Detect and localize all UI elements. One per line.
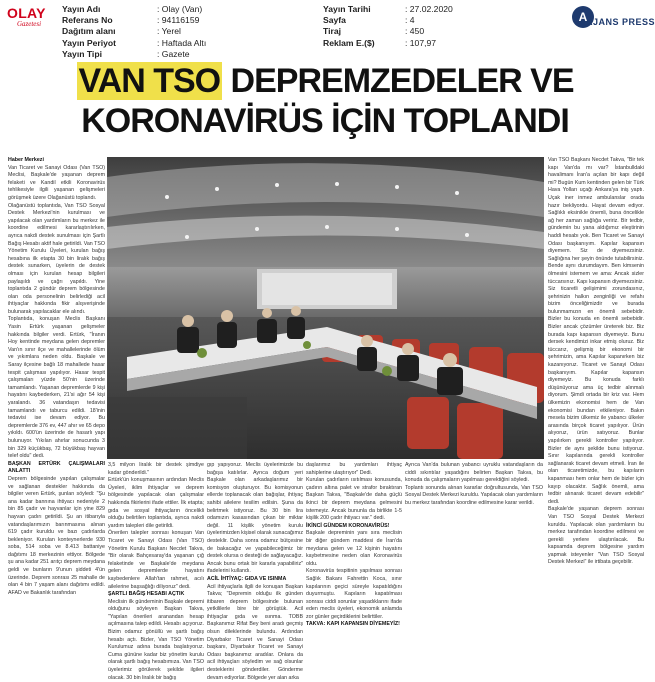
article-paragraph: Van Ticaret ve Sanayi Odası (Van TSO) Meclisi, Başkale'de yaşanan deprem felaketi ve Kandil etkili Koronavirüs tehlikesiyle ilgili yaşanan gelişmeleri görüşmek üzere Olağanüstü toplandı. <box>8 165 105 203</box>
ajans-name: AJANS PRESS <box>586 17 655 27</box>
meta-label: Dağıtım alanı <box>62 26 157 37</box>
article-subheading: BAŞKAN ERTÜRK ÇALIŞMALARI ANLATTI <box>8 461 105 476</box>
headline-line-1 <box>0 63 650 99</box>
article-paragraph: Kurulan çadırların ısıtılması konusunda, çadırın altına palet ve strafor bıraktıran Başkan Takva, "Başkale'de daha güçlü ikinci bir deprem meydana gelmesini istemeyiz. Ancak bununla da birlikte 1-5 kişilik 200 çadır ihtiyacı var." dedi. <box>306 477 402 523</box>
meta-value: : Olay (Van) <box>157 4 202 15</box>
meta-label: Yayın Tarihi <box>323 4 405 15</box>
article-paragraph: Olağanüstü toplantıda, Van TSO Sosyal Destek Merkezi'nin kurulması ve yapılacak olan yardımların bu merkez ile koordine edilmesi kararlaştırılırken, ayrıca nakdi destek sunulması için Şartlı Bağış Hesabı aktif hale getirildi. Van TSO Yönetim Kurulu Üyeleri, kurulan bağış hesabına ilk etapta 30 bin liralık bağış destek sunarken, üyelerin de destek olması için kurulan hesap bilgileri paylaşıldı ve çağrı yapıldı. Yine toplantıda 2 gündür deprem bölgesinde olan oda personelinin belirlediği acil ihtiyaçlar hakkında fikir alışverişinde bulunarak yapılacaklar ele alındı. <box>8 203 105 317</box>
olay-logo <box>7 6 51 28</box>
headline-accent: VAN TSO <box>77 62 223 100</box>
article-paragraph: Toplantıda, konuşan Meclis Başkanı Yasin Ertürk yaşanan gelişmeler hakkında bilgiler verdi. Ertürk, "İranın Hoy kentinde meydana gelen depremler Van'ın sınır ilçe ve mahallelerinde ölüm ve yıkımlara neden oldu. Başkale ve Saray ilçesine bağlı 18 mahallede hasar tespit çalışması yapılıyor. Hasar tespit çalışmaları yüzde 50'nin üzerinde tamamlandı. Yaşanan depremlerde 9 kişi hayatını kaybederken, 21'si ağır 54 kişi yaralandı. 36 vatandaşın tedavisi tamamlandı ve taburcu edildi. 18'inin tedavisi ise devam ediyor. Bu depremlerde 376 ev, 447 ahır ve 65 depo yıkıldı. 600'ün üzerinde de hasarlı yapı bulunuyor. Yıkılan ahırlar sonucunda 3 bin 329 küçükbaş, 72 büyükbaş hayvan telef oldu" dedi. <box>8 316 105 460</box>
ajans-mark-icon: A <box>572 6 594 28</box>
meta-value: : 94116159 <box>157 15 199 26</box>
meta-row <box>323 26 453 37</box>
meta-value: : 450 <box>405 26 424 37</box>
meta-row <box>62 4 206 15</box>
article-paragraph: Acil ihtiyaçlarla ilgili de konuşan Başkan Takva; "Depremin olduğu ilk günden itibaren deprem bölgesinde bulunan yetkililerle bire bir görüştük. Acil ihtiyaçlar gıda ve ısınma. TOBB Başkanımız Rifat Bey beni aradı geçmiş olsun dileklerinde bulundu. Ardından Diyarbakır Ticaret ve Sanayi Odası başkanı, Diyarbakır Ticaret ve Sanayi Odası başkanımız aradılar. Onlara da acil ihtiyaçları söyledim ve sağ olsunlar desteklerini gönderdiler. Gönderme devam ediyorlar. Bölgede yer alan arka <box>207 584 303 682</box>
meta-label: Yayın Periyot <box>62 38 157 49</box>
article-paragraph: Ertürk'ün konuşmasının ardından Meclis Üyeleri, iklim ihtiyaçlar ve deprem bölgesinde yapılacak olan çalışmalar hakkında fikirlerini ifade ettiler. İlk etapta; gıda ve sosyal ihtiyaçların öncelikli olduğu belirtilen toplantıda, ayrıca nakdi yardım talepleri dile getirildi. <box>108 477 204 530</box>
logo-sub-text: Gazetesi <box>7 20 51 28</box>
article-subheading: ŞARTLI BAĞIŞ HESABI AÇTIK <box>108 591 204 599</box>
article-paragraph: Önerilen talepler sonrası konuşan Van Ticaret ve Sanayi Odası (Van TSO) Yönetim Kurulu Başkanı Necdet Takva, "Bir olarak Bahçesaray'da yaşanan çığ felaketinde ve Başkale'de meydana gelen depremlerde hayatını kaybedenlere Allah'tan rahmet, acılı ailelerine başsağlığı diliyoruz" dedi. <box>108 530 204 591</box>
meta-label: Yayın Adı <box>62 4 157 15</box>
article-paragraph: Deprem bölgesinde yapılan çalışmalar ve sağlanan destekler hakkında da bilgiler veren Ertürk, şunları söyledi: "Şu ana kadar bannına ihtiyacı nedeniyle 2 bin 85 çadır ve hayvanlar için yine 829 hayvan çadırı getirildi. Şu an itibarıyla vatandaşlarımızın barınmasına alınan 619 çadır kuruldu ve bazı çadırlarda bekleniyor. Kurulan konteynerlerde 930 soba, 514 soba ve 8.413 battaniye dağıtımı 18 merkezinin ettiyor. Bölgede şu ana kadar 251 arıtçı deprem meydana geldi ve bunların 9'unun şiddeti 4'ün üzerinde. Deprem sonrası 25 mahalle de olan 4 bin 7 yaşam alanı dağıtımı edildi. AFAD ve Bakanlık tarafından <box>8 476 105 598</box>
clipping-header <box>0 0 650 62</box>
meta-value: : Gazete <box>157 49 189 60</box>
meta-value: : 4 <box>405 15 415 26</box>
article-paragraph: Toplantı sonunda alınan kararlar doğrultusunda, Van TSO Sosyal Destek Merkezi kuruldu. Yapılacak olan yardımların bu merkez tarafından koordine edilmesine karar verildi. <box>405 485 543 508</box>
headline <box>0 63 650 139</box>
article-paragraph: gıp yapıyoruz. Meclis üyelerimizde bu bağışa katılırlar. Ayrıca doğum yeri Başkale olan arkadaşlarımız bir komisyon oluşturuyor. Bu komisyonun ellerde toplanacak olan bağışlar, ihtiyaç sahibi ailelere tesilim edilsin. Şuna da belirtmek istiyoruz. Bu 30 bin lira odamızın kasasından çıkan bir miktar değil. 11 kişilik yönetim kurulu üyelerimizden kişisel olarak sunacağımız desteklir. Daha sonra odamız bütçesine de bakacağız ve yapabileceğimiz bir destek olursa o desteği de sağlayacağız. Ancak bunu ortak bir kararla yapabiliriz" ifadelerini kullandı. <box>207 462 303 576</box>
article-paragraph: Meclisin ilk gündeminin Başkale depremi olduğunu söyleyen Başkan Takva, "Yapılan önerileri aranandan hesap açılmasına talep edildi. Hesabı açıyoruz. Bizim odamız gönüllü ve şartlı bağış hesabı açtı. Bizler, Van TSO Yönetim Kurulumuz adına burada başlatıyoruz. Cuma gününe kadar biz yönetim kurulu olarak şartlı bağış hesabımıza. Van TSO üyelerimiz görülerek şekilde ilgileri olacak. 30 bin liralık bir bağış <box>108 599 204 682</box>
meta-label: Yayın Tipi <box>62 49 157 60</box>
meta-row <box>62 49 206 60</box>
meta-value: : 107,97 <box>405 38 436 49</box>
meta-label: Sayfa <box>323 15 405 26</box>
article-column-6 <box>548 157 644 587</box>
meeting-photo <box>107 157 544 459</box>
article-subheading: TAKVA: KAPI KAPANSIN DİYEMEYİZ! <box>306 621 402 629</box>
article-subheading: İKİNCİ GÜNDEM KORONAVİRÜS! <box>306 523 402 531</box>
article-paragraph: Ayrıca Van'da bulunan yabancı uyruklu vatandaşların da ciddi sıkıntılar yaşadığını belirten Başkan Takva, bu konuda da çalışmaların yapılması gerektiğini söyledi. <box>405 462 543 485</box>
meta-value: : Haftada Altı <box>157 38 206 49</box>
meta-row <box>323 38 453 49</box>
meta-label: Referans No <box>62 15 157 26</box>
article-column-2 <box>108 462 204 588</box>
article-column-4 <box>306 462 402 588</box>
meta-left-block <box>62 4 206 60</box>
article-paragraph: Başkale depreminin yanı sıra meclisin bir diğer gündem maddesi de İran'da meydana gelen ve 12 kişinin hayatını kaybetmesine neden olan Koronavirüs oldu. <box>306 530 402 568</box>
meta-row <box>62 26 206 37</box>
article-paragraph: 3,5 milyon liralık bir destek şimdiye kadar gönderildi." <box>108 462 204 477</box>
article-subheading: Haber Merkezi <box>8 157 105 165</box>
article-paragraph: Van TSO Başkanı Necdet Takva, "Bir tek kapı Van'da mı var? İstanbulldaki havalimanı İran'a açılan bir kapı değil mi? Bugün Kum kentinden gelen bir Türk Hava Yolları uçağı Ankara'ya iniş yaptı. Uçak iner inmez ambulanslar orada hazır bekliyordu. Hayat devam ediyor. Sağlıklı eksinikle önemli, buna öncelikle ağ her zaman sağlığa veririz. Bir tedbir, gündemin bu yana aldığımız eleştirinin haddi hesabı yok. Ben Ticaret ve Sanayi Odası başkanıyım. Kapılar kapansın diyemem. Siz de diyemezsiniz. Sağlığına her şeyin önünde tutabilirsiniz. Bende aynı durumdayım. Ben kimsenin ölmesini istemem ve ama: Ancak sizler tüccarsınız. Kapı kapansın diyemezsiniz. Siz ticaretli gelişimimi zorundasınız, şehrinizin halkın zenginliği ve refahı bizim önceliğimizdir ve burada bulunmamızın en önemli sebebidir. Bizler bu konuda en önemli sebebidir. Bizler ancak çözümler üreterek biz. Biz burada kapı kapansın diyemeyiz. Bunu dersek kendimizi inkar etmiş oluruz. Biz tüccarız, gelişmiş bir ekonomi bir şehrimizin, ama Kapılar kapanırken biz kazanıyoruz. Ticaret ve Sanayi Odası başkanıyım. Kapılar kapansın diyemeyiz. Bu konuda farklı düşünüyoruz ama üç tedbir alınmalı diyorum. Şimdi ortada bir kriz var. Hem ülkemizin ekonomisi hem de Van ekonomisi bundan etkileniyor. Bakın mesela bizim ülkemiz ile yabancı ülkeler arasında birçok ticaret yapılıyor. Ürün alıyoruz, ürün satıyoruz. Bunlar yapılırken gerekli kontroller yapılıyor. Bizler de aynı şekilde bunu istiyoruz. Sınır kapılarında gerekli kontroller sağlanarak ticaret devam etmeli. İran ile olan ticaretimizde, bu kapıların kapanması hem onlar hem de bizler için kayıp olacaktır. Sağlık önemli, ama tedbir alınarak ticaret devam edebilir" dedi. <box>548 157 644 506</box>
article-paragraph: daşlarımız bu yardımları ihtiyaç sahiplerine ulaştırıyor" Dedi. <box>306 462 402 477</box>
headline-line-2: KORONAVİRÜS İÇİN TOPLANDI <box>0 103 650 139</box>
meta-row <box>323 15 453 26</box>
article-column-5 <box>405 462 543 588</box>
article-paragraph: Başkale'de yaşanan deprem sonrası Van TSO Sosyal Destek Merkezi kuruldu. Yapılacak olan yardımların bu merkez tarafından koordine edilmesi ve gerekli yerlere ulaştırılacak. Bu kapsamda deprem bölgesine yardım yapmak isteyenler "Van TSO Sosyal Destek Merkezi" ile irtibata geçebilir. <box>548 506 644 567</box>
meta-row <box>62 15 206 26</box>
article-column-3 <box>207 462 303 588</box>
article-paragraph: Koronavirüs tespitinin yapılması sonrası Sağlık Bakanı Fahrettin Koca, sınır kapılarının geçici süreyle kapatıldığını duyurmuştu. Kapıların kapatılması sonrası ciddi sorunlar yaşadıklarını ifade eden meclis üyeleri, ekonomik anlamda zor günler geçirdiklerini belirttiler. <box>306 568 402 621</box>
ajans-press-logo <box>572 6 644 28</box>
article-column-1 <box>8 157 105 587</box>
logo-main-text: OLAY <box>7 6 51 20</box>
meeting-photo-illustration <box>107 157 544 459</box>
article-subheading: ACİL İHTİYAÇ: GIDA VE ISINMA <box>207 576 303 584</box>
meta-label: Tiraj <box>323 26 405 37</box>
meta-row <box>62 38 206 49</box>
meta-right-block <box>323 4 453 49</box>
meta-value: : 27.02.2020 <box>405 4 453 15</box>
meta-label: Reklam E.($) <box>323 38 405 49</box>
headline-line-1-rest: DEPREMZEDELER VE <box>222 62 573 100</box>
meta-value: : Yerel <box>157 26 181 37</box>
meta-row <box>323 4 453 15</box>
